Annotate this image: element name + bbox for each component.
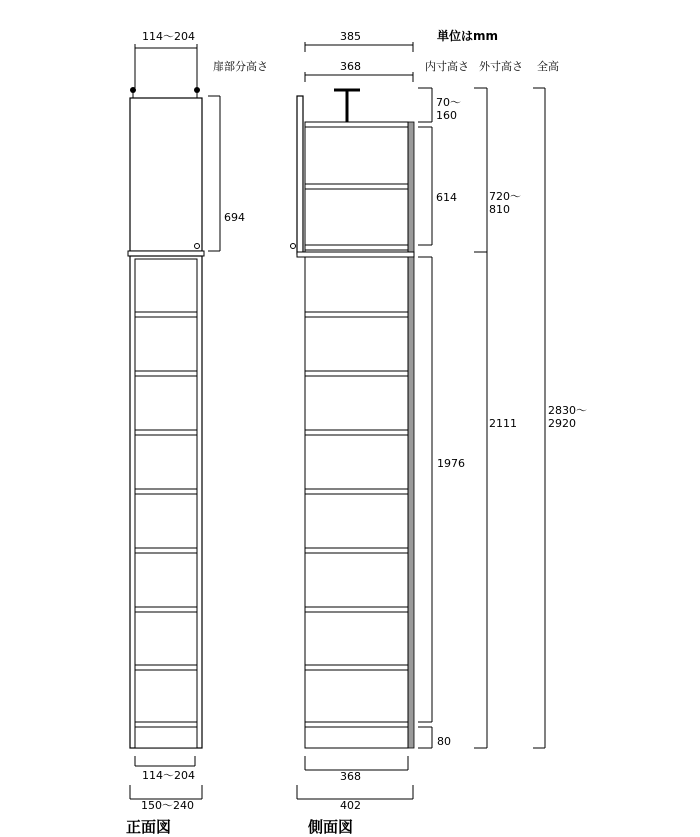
side-top-depth-label: 385 xyxy=(340,30,361,43)
upper-shelf xyxy=(305,184,408,189)
side-shelf-2 xyxy=(305,371,408,376)
upper-outer-label-1: 720～ xyxy=(489,190,521,203)
front-outer-width-dim xyxy=(130,785,202,799)
door-height-value: 694 xyxy=(224,211,245,224)
upper-rear-panel xyxy=(408,122,414,252)
upper-top-board xyxy=(305,122,408,127)
outer-height-header: 外寸高さ xyxy=(479,60,523,73)
lower-rear-panel xyxy=(408,257,414,748)
door-height-dim xyxy=(208,96,220,251)
front-shelf-5 xyxy=(135,548,197,553)
total-height-header: 全高 xyxy=(537,60,559,73)
side-shelf-5 xyxy=(305,548,408,553)
total-height-label-1: 2830～ xyxy=(548,404,587,417)
upper-outer-dim xyxy=(474,88,487,252)
front-top-width-extension xyxy=(135,48,197,88)
front-top-width-dim xyxy=(135,44,197,52)
top-gap-dim xyxy=(418,88,432,122)
front-top-width-label: 114～204 xyxy=(142,30,195,43)
upper-bottom-board xyxy=(305,245,408,250)
upper-outer-label-2: 810 xyxy=(489,203,510,216)
side-inner-depth-bottom-label: 368 xyxy=(340,770,361,783)
side-door-panel xyxy=(297,96,303,254)
front-view xyxy=(126,30,268,836)
side-top-depth-dim xyxy=(305,42,413,52)
base-dim xyxy=(418,727,432,748)
side-inner-depth-top-dim xyxy=(305,72,413,82)
side-view-caption: 側面図 xyxy=(308,818,354,836)
upper-inner-label: 614 xyxy=(436,191,457,204)
top-gap-label-2: 160 xyxy=(436,109,457,122)
front-shelf-6 xyxy=(135,607,197,612)
front-mid-board xyxy=(128,251,204,256)
side-inner-depth-bottom-dim xyxy=(305,756,408,770)
side-shelf-3 xyxy=(305,430,408,435)
front-outer-width-label: 150～240 xyxy=(141,799,194,812)
front-door-panel xyxy=(130,98,202,251)
lower-inner-label: 1976 xyxy=(437,457,465,470)
side-mid-board xyxy=(297,252,414,257)
unit-label: 単位はmm xyxy=(437,29,499,43)
total-height-label-2: 2920 xyxy=(548,417,576,430)
ceiling-pin-stems xyxy=(133,92,197,98)
door-knob-icon xyxy=(195,244,200,249)
side-shelf-6 xyxy=(305,607,408,612)
front-shelf-1 xyxy=(135,312,197,317)
lower-outer-label: 2111 xyxy=(489,417,517,430)
front-shelf-3 xyxy=(135,430,197,435)
inner-height-header: 内寸高さ xyxy=(425,60,469,73)
door-height-header: 扉部分高さ xyxy=(213,60,268,73)
side-outer-depth-dim xyxy=(297,785,413,799)
front-shelf-7 xyxy=(135,665,197,670)
upper-inner-dim xyxy=(418,127,432,245)
front-bottom-shelf xyxy=(135,722,197,727)
side-shelf-7 xyxy=(305,665,408,670)
side-bottom-shelf xyxy=(305,722,408,727)
front-inner-width-dim xyxy=(135,756,195,766)
front-shelf-2 xyxy=(135,371,197,376)
front-shelf-4 xyxy=(135,489,197,494)
side-shelf-1 xyxy=(305,312,408,317)
side-door-knob-icon xyxy=(291,244,296,249)
base-label: 80 xyxy=(437,735,451,748)
side-view xyxy=(291,30,588,836)
top-gap-label-1: 70～ xyxy=(436,96,461,109)
side-outer-depth-label: 402 xyxy=(340,799,361,812)
front-inner-width-label: 114～204 xyxy=(142,769,195,782)
front-view-caption: 正面図 xyxy=(126,818,172,836)
lower-inner-dim xyxy=(418,257,432,722)
side-shelf-4 xyxy=(305,489,408,494)
lower-outer-dim xyxy=(474,252,487,748)
lower-cabinet-body xyxy=(305,257,408,748)
side-inner-depth-top-label: 368 xyxy=(340,60,361,73)
total-height-dim xyxy=(533,88,545,748)
front-lower-inner xyxy=(135,259,197,748)
